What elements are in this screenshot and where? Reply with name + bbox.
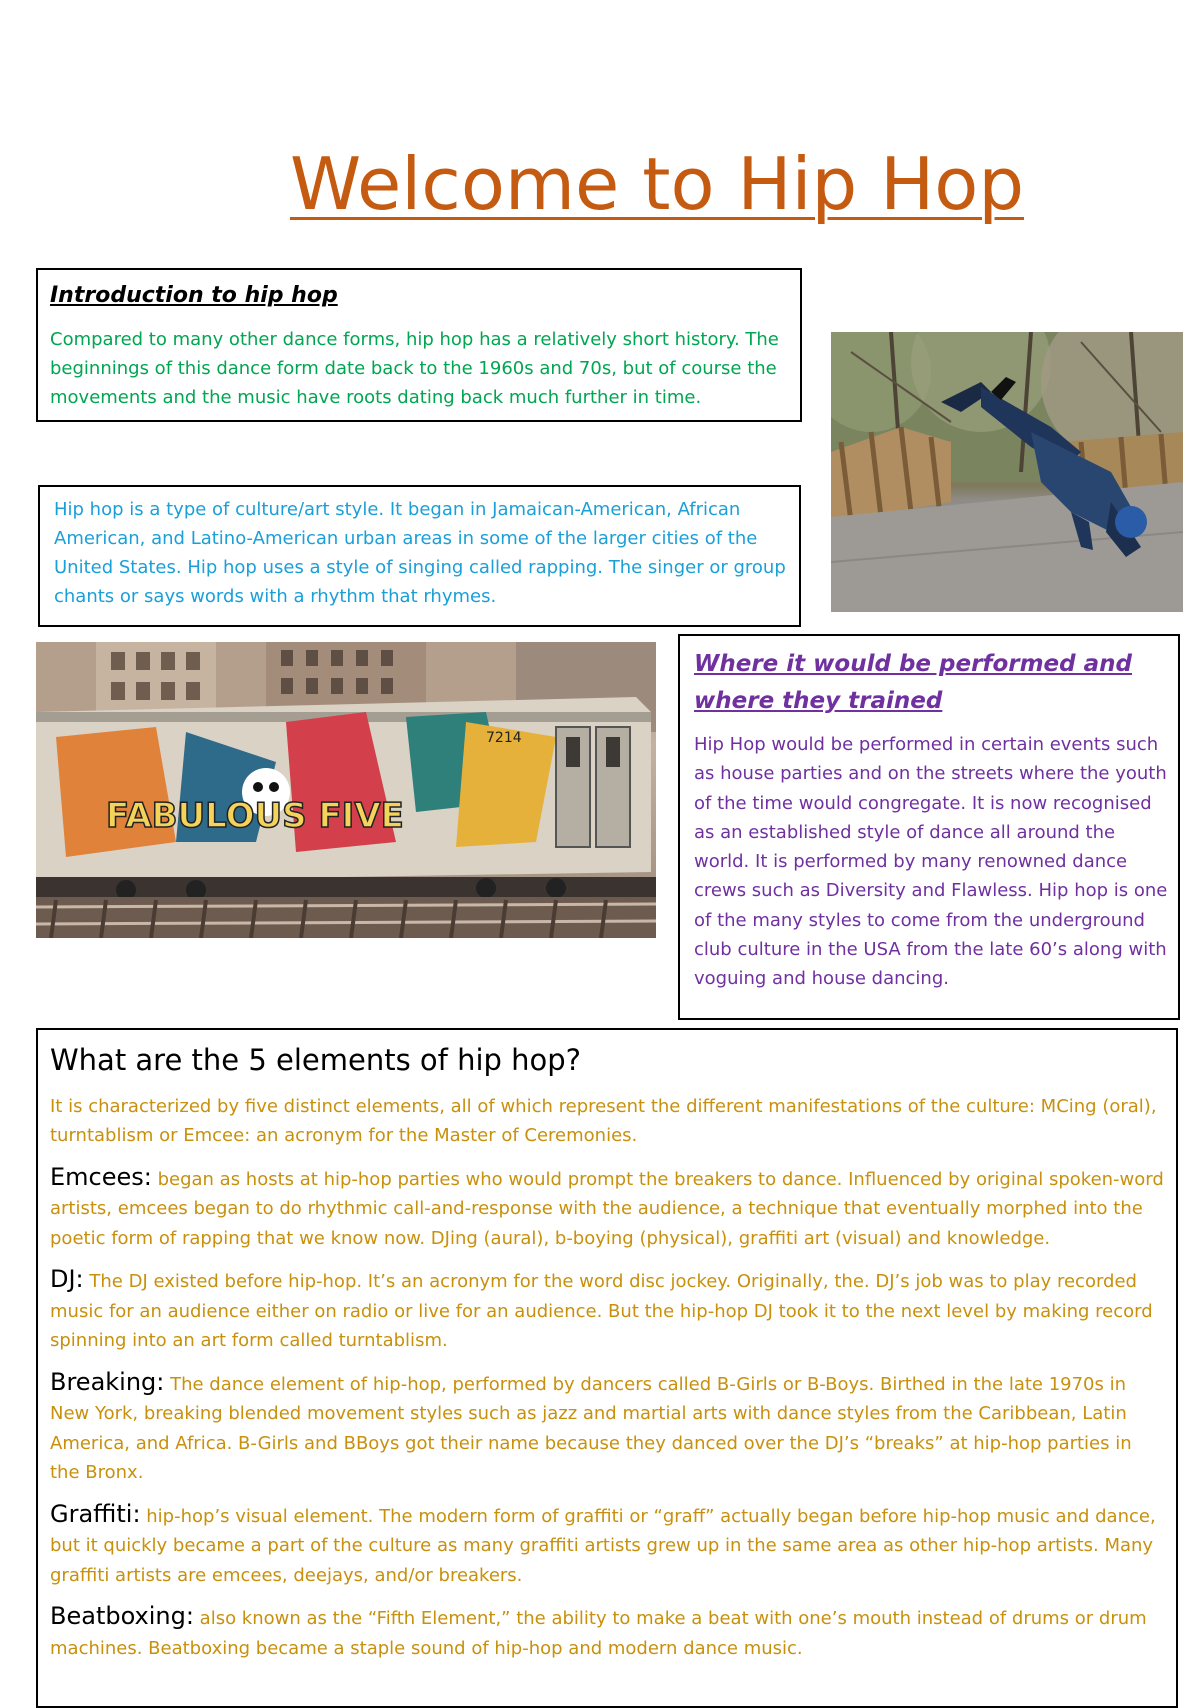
culture-section	[38, 485, 801, 627]
element-text: began as hosts at hip-hop parties who would prompt the breakers to dance. Influenced by original spoken-word artists, emcees began to do rhythmic call-and-response with the audience, a technique that eventually morphed into the poetic form of rapping that we know now. DJing (aural), b-boying (physical), graffiti art (visual) and knowledge.	[50, 1168, 1164, 1249]
intro-section	[36, 268, 802, 422]
graffiti-train-photo-icon	[36, 642, 656, 938]
element-term: Emcees:	[50, 1162, 152, 1191]
intro-heading: Introduction to hip hop	[50, 283, 338, 308]
performed-heading: Where it would be performed and where they trained	[694, 651, 1132, 714]
elements-section	[36, 1028, 1178, 1708]
train-graffiti-text: FABULOUS FIVE	[106, 796, 404, 836]
graffiti-train-photo	[36, 642, 656, 938]
breakdancer-photo-icon	[831, 332, 1183, 612]
element-text: The DJ existed before hip-hop. It’s an acronym for the word disc jockey. Originally, the. DJ’s job was to play recorded music for an audience either on radio or live for an audience. But the hip-hop DJ took it to the next level by making record spinning into an art form called turntablism.	[50, 1271, 1153, 1352]
element-emcees	[50, 1163, 1164, 1254]
elements-intro: It is characterized by five distinct elements, all of which represent the different manifestations of the culture: MCing (oral), turntablism or Emcee: an acronym for the Master of Ceremonies.	[50, 1095, 1157, 1147]
train-number: 7214	[486, 730, 522, 746]
performed-section	[678, 634, 1180, 1020]
element-term: DJ:	[50, 1265, 84, 1294]
element-term: Graffiti:	[50, 1499, 141, 1528]
element-beatboxing	[50, 1602, 1164, 1663]
culture-body: Hip hop is a type of culture/art style. It began in Jamaican-American, African American, and Latino-American urban areas in some of the larger cities of the United States. Hip hop uses a style of singing called rapping. The singer or group chants or says words with a rhythm that rhymes.	[54, 499, 786, 607]
element-graffiti	[50, 1500, 1164, 1591]
performed-body: Hip Hop would be performed in certain events such as house parties and on the streets where the youth of the time would congregate. It is now recognised as an established style of dance all around the world. It is performed by many renowned dance crews such as Diversity and Flawless. Hip hop is one of the many styles to come from the underground club culture in the USA from the late 60’s along with voguing and house dancing.	[694, 734, 1168, 990]
element-text: The dance element of hip-hop, performed by dancers called B-Girls or B-Boys. Birthed in the late 1970s in New York, breaking blended movement styles such as jazz and martial arts with dance styles from the Caribbean, Latin America, and Africa. B-Girls and BBoys got their name because they danced over the DJ’s “breaks” at hip-hop parties in the Bronx.	[50, 1373, 1132, 1484]
page-title: Welcome to Hip Hop	[290, 142, 1025, 226]
breakdancer-photo	[831, 332, 1183, 612]
element-term: Beatboxing:	[50, 1602, 194, 1631]
element-text: hip-hop’s visual element. The modern form of graffiti or “graff” actually began before hip-hop music and dance, but it quickly became a part of the culture as many graffiti artists grew up in the same area as other hip-hop artists. Many graffiti artists are emcees, deejays, and/or breakers.	[50, 1505, 1156, 1586]
element-breaking	[50, 1368, 1164, 1488]
elements-heading: What are the 5 elements of hip hop?	[50, 1043, 582, 1077]
element-text: also known as the “Fifth Element,” the ability to make a beat with one’s mouth instead of drums or drum machines. Beatboxing became a staple sound of hip-hop and modern dance music.	[50, 1608, 1147, 1659]
intro-body: Compared to many other dance forms, hip hop has a relatively short history. The beginnings of this dance form date back to the 1960s and 70s, but of course the movements and the music have roots dating back much further in time.	[50, 328, 779, 408]
element-dj	[50, 1265, 1164, 1356]
element-term: Breaking:	[50, 1367, 165, 1396]
